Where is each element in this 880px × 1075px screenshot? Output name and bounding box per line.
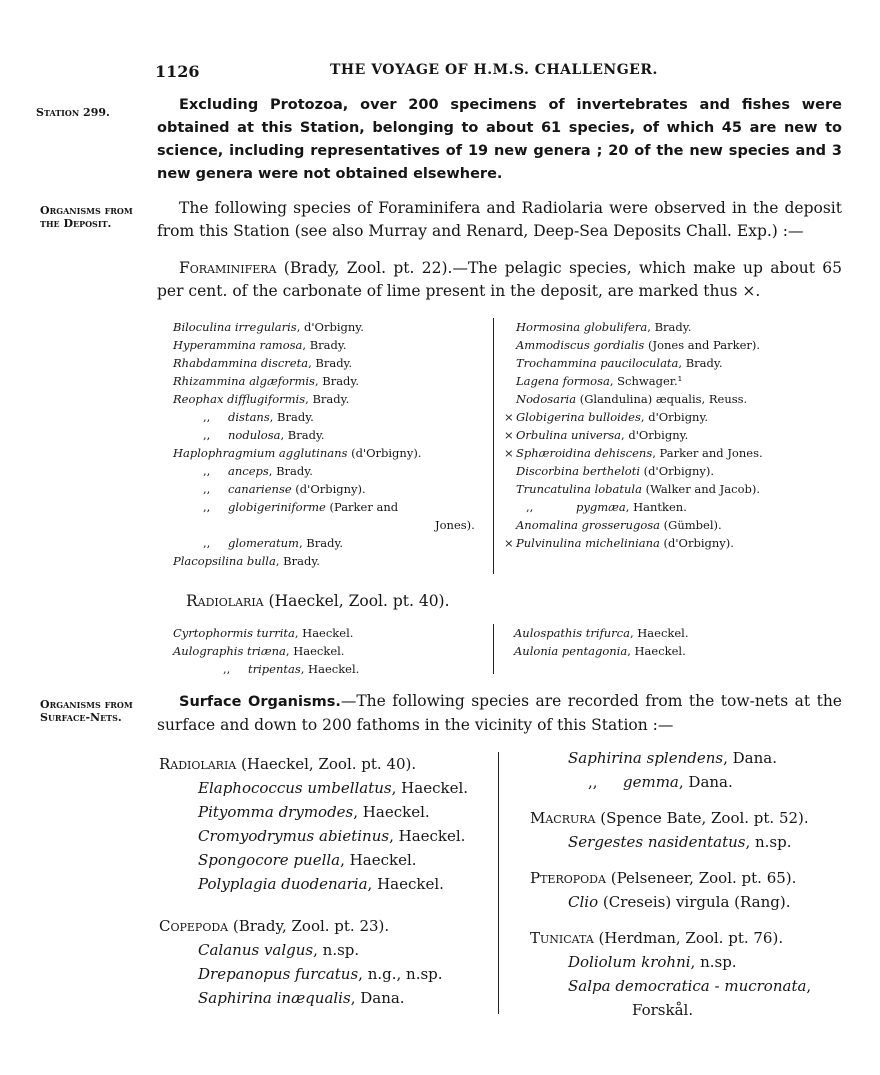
species-authority: (Parker and — [325, 500, 399, 514]
pelagic-mark: × — [504, 428, 514, 442]
species-entry — [568, 830, 850, 854]
macrura-ref: (Spence Bate, Zool. pt. 52). — [595, 809, 809, 827]
species-name: Sphæroidina dehiscens — [516, 446, 653, 460]
species-name: Doliolum krohni — [568, 953, 691, 971]
species-authority: , Haeckel. — [300, 662, 360, 676]
species-entry — [504, 372, 844, 390]
surface-lead: Surface Organisms. — [179, 694, 341, 710]
species-name: nodulosa — [228, 428, 281, 442]
ditto-mark: ,, — [203, 482, 211, 496]
species-entry — [504, 426, 844, 444]
species-entry — [514, 642, 834, 660]
copepoda-ref: (Brady, Zool. pt. 23). — [228, 917, 390, 935]
ditto-mark: ,, — [203, 500, 211, 514]
foraminifera-list-left — [173, 318, 483, 570]
radiolaria-deposit-list-right — [514, 624, 834, 660]
pelagic-mark: × — [504, 410, 514, 424]
species-entry — [173, 480, 483, 498]
species-entry — [504, 390, 844, 408]
surface-radiolaria-ref: (Haeckel, Zool. pt. 40). — [236, 755, 417, 773]
species-name: Cyrtophormis turrita — [173, 626, 295, 640]
radiolaria-deposit-ref: (Haeckel, Zool. pt. 40). — [263, 592, 450, 610]
species-name: Lagena formosa — [516, 374, 610, 388]
species-entry — [504, 444, 844, 462]
ditto-mark: ,, — [203, 428, 211, 442]
species-authority: , n.g., n.sp. — [358, 965, 443, 983]
copepoda-heading: Copepoda — [159, 917, 229, 935]
station-label: Station 299. — [36, 106, 110, 119]
species-name: Spongocore puella — [198, 851, 341, 869]
species-authority: (Creseis) virgula (Rang). — [598, 893, 791, 911]
species-authority: Forskål. — [632, 1001, 694, 1019]
species-name: Clio — [568, 893, 599, 911]
surface-right-column — [530, 746, 850, 1022]
species-entry — [198, 824, 489, 848]
running-title: THE VOYAGE OF H.M.S. CHALLENGER. — [330, 62, 658, 78]
ditto-mark: ,, — [203, 410, 211, 424]
species-name: canariense — [228, 482, 292, 496]
species-authority: , Brady. — [305, 392, 350, 406]
species-name: Nodosaria — [516, 392, 577, 406]
species-entry — [504, 516, 844, 534]
species-name: Hormosina globulifera — [516, 320, 648, 334]
species-entry — [568, 890, 850, 914]
species-name: Drepanopus furcatus — [198, 965, 359, 983]
species-authority: Jones). — [435, 518, 475, 532]
foraminifera-list-right — [504, 318, 844, 552]
species-entry — [173, 498, 483, 516]
species-authority: , n.sp. — [690, 953, 737, 971]
surface-label-line1: Organisms from — [40, 698, 133, 711]
species-entry — [568, 974, 850, 998]
species-authority: , Haeckel. — [389, 827, 466, 845]
species-entry — [504, 498, 844, 516]
species-authority: , Dana. — [350, 989, 405, 1007]
species-entry — [568, 770, 850, 794]
species-name: Orbulina universa — [516, 428, 622, 442]
species-name: tripentas — [248, 662, 301, 676]
species-name: Rhabdammina discreta — [173, 356, 309, 370]
species-entry — [504, 354, 844, 372]
species-authority: (d'Orbigny). — [347, 446, 422, 460]
species-name: Saphirina inæqualis — [198, 989, 351, 1007]
surface-text: —The following species are recorded from the tow-nets at the surface and down to 200 fathoms in the vicinity of this Station :— — [157, 692, 842, 734]
species-authority: , Haeckel. — [629, 626, 689, 640]
tunicata-ref: (Herdman, Zool. pt. 76). — [593, 929, 784, 947]
species-name: Elaphococcus umbellatus — [198, 779, 392, 797]
tunicata-heading-line — [530, 926, 850, 950]
species-entry — [568, 746, 850, 770]
column-divider — [498, 752, 499, 1014]
species-entry — [504, 336, 844, 354]
species-name: Pityomma drymodes — [198, 803, 354, 821]
species-name: Rhizammina algæformis — [173, 374, 315, 388]
species-entry — [173, 660, 483, 678]
species-entry — [198, 986, 489, 1010]
species-authority: , Brady. — [314, 374, 360, 388]
species-authority: , Brady. — [269, 410, 314, 424]
species-authority: , Dana. — [678, 773, 733, 791]
species-name: Anomalina grosserugosa — [516, 518, 661, 532]
surface-left-column — [159, 752, 489, 1010]
page-number: 1126 — [155, 62, 200, 81]
macrura-list — [530, 830, 850, 854]
radiolaria-deposit-heading-line — [186, 592, 450, 610]
species-name: Cromyodrymus abietinus — [198, 827, 390, 845]
surface-paragraph — [157, 690, 842, 737]
species-authority: , Haeckel. — [367, 875, 444, 893]
copepoda-list — [159, 938, 489, 1010]
species-name: Aulonia pentagonia — [514, 644, 628, 658]
column-divider — [493, 624, 494, 674]
ditto-mark: ,, — [526, 500, 534, 514]
tunicata-heading: Tunicata — [530, 929, 594, 947]
species-authority: (Walker and Jacob). — [641, 482, 761, 496]
pelagic-mark: × — [504, 536, 514, 550]
surface-radiolaria-heading-line — [159, 752, 489, 776]
species-entry — [173, 372, 483, 390]
species-entry — [173, 624, 483, 642]
species-name: Reophax difflugiformis — [173, 392, 306, 406]
surface-radiolaria-list — [159, 776, 489, 896]
species-name: Polyplagia duodenaria — [198, 875, 368, 893]
species-entry — [198, 848, 489, 872]
species-name: Placopsilina bulla — [173, 554, 276, 568]
species-name: Aulospathis trifurca — [514, 626, 630, 640]
species-entry — [173, 552, 483, 570]
tunicata-list — [530, 950, 850, 1022]
pteropoda-heading: Pteropoda — [530, 869, 606, 887]
species-authority: , Brady. — [647, 320, 692, 334]
copepoda-heading-line — [159, 914, 489, 938]
macrura-heading-line — [530, 806, 850, 830]
foraminifera-heading: Foraminifera — [179, 259, 277, 277]
species-authority: , Brady. — [678, 356, 723, 370]
deposit-label-line2: the Deposit. — [40, 217, 112, 230]
species-authority: , d'Orbigny. — [621, 428, 689, 442]
species-authority: , Haeckel. — [627, 644, 686, 658]
species-name: Biloculina irregularis — [173, 320, 297, 334]
species-entry — [504, 318, 844, 336]
species-entry — [173, 426, 483, 444]
species-entry — [173, 354, 483, 372]
radiolaria-deposit-heading: Radiolaria — [186, 592, 264, 610]
species-entry — [568, 998, 850, 1022]
species-entry — [198, 776, 489, 800]
pteropoda-heading-line — [530, 866, 850, 890]
species-authority: , — [806, 977, 812, 995]
species-name: Globigerina bulloides — [516, 410, 641, 424]
species-authority: , Brady. — [280, 428, 325, 442]
margin-note-station — [36, 106, 110, 119]
ditto-mark: ,, — [203, 464, 211, 478]
species-authority: , d'Orbigny. — [296, 320, 364, 334]
intro-paragraph: Excluding Protozoa, over 200 specimens of invertebrates and fishes were obtained at this Station, belonging to about 61 species, of which 45 are new to science, including representatives of 19 new genera ; 20 of the new species and 3 new genera were not obtained elsewhere. — [157, 97, 842, 182]
species-entry — [173, 318, 483, 336]
species-authority: , Brady. — [268, 464, 313, 478]
surface-radiolaria-heading: Radiolaria — [159, 755, 237, 773]
species-entry — [568, 950, 850, 974]
surface-label-line2: Surface-Nets. — [40, 711, 122, 724]
species-entry — [504, 462, 844, 480]
species-entry — [173, 444, 483, 462]
species-entry — [504, 408, 844, 426]
foraminifera-paragraph — [157, 257, 842, 303]
species-authority: , Parker and Jones. — [652, 446, 763, 460]
deposit-label-line1: Organisms from — [40, 204, 133, 217]
species-name: Salpa democratica - mucronata — [568, 977, 807, 995]
species-authority: (Gümbel). — [660, 518, 722, 532]
species-name: glomeratum — [228, 536, 299, 550]
species-name: Trochammina pauciloculata — [516, 356, 679, 370]
saphirina-list — [530, 746, 850, 794]
species-name: Calanus valgus — [198, 941, 314, 959]
species-authority: , Schwager.¹ — [609, 374, 683, 388]
ditto-mark: ,, — [203, 536, 211, 550]
species-entry — [173, 390, 483, 408]
species-authority: , Dana. — [723, 749, 777, 767]
species-name: distans — [228, 410, 270, 424]
column-divider — [493, 318, 494, 574]
margin-note-surface — [40, 698, 133, 724]
species-authority: , Haeckel. — [294, 626, 354, 640]
species-authority: , Brady. — [275, 554, 320, 568]
species-authority: , Hantken. — [625, 500, 687, 514]
macrura-heading: Macrura — [530, 809, 596, 827]
species-authority: , Brady. — [302, 338, 347, 352]
species-entry — [198, 872, 489, 896]
species-entry — [173, 642, 483, 660]
species-entry — [173, 462, 483, 480]
species-name: Hyperammina ramosa — [173, 338, 303, 352]
species-entry — [198, 800, 489, 824]
deposit-paragraph: The following species of Foraminifera and Radiolaria were observed in the deposit from this Station (see also Murray and Renard, Deep-Sea Deposits Chall. Exp.) :— — [157, 199, 842, 240]
species-authority: (Glandulina) æqualis, Reuss. — [576, 392, 748, 406]
species-name: anceps — [228, 464, 269, 478]
pelagic-mark: × — [504, 446, 514, 460]
species-authority: , n.sp. — [745, 833, 792, 851]
species-authority: (Jones and Parker). — [644, 338, 761, 352]
species-name: gemma — [623, 773, 679, 791]
species-authority: , Haeckel. — [353, 803, 430, 821]
species-authority: , Brady. — [308, 356, 353, 370]
species-authority: , Haeckel. — [340, 851, 417, 869]
pteropoda-list — [530, 890, 850, 914]
species-name: Ammodiscus gordialis — [516, 338, 645, 352]
species-name: Sergestes nasidentatus — [568, 833, 746, 851]
species-name: globigeriniforme — [228, 500, 326, 514]
species-entry — [198, 962, 489, 986]
ditto-mark: ,, — [588, 773, 598, 791]
species-entry — [173, 516, 483, 534]
ditto-mark: ,, — [223, 662, 231, 676]
species-entry — [504, 480, 844, 498]
foraminifera-ref: (Brady, Zool. pt. 22).—The pelagic species, which make up about 65 per cent. of the carbonate of lime present in the deposit, are marked thus ×. — [157, 259, 842, 300]
species-authority: , d'Orbigny. — [640, 410, 709, 424]
species-name: Haplophragmium agglutinans — [173, 446, 348, 460]
species-authority: (d'Orbigny). — [291, 482, 366, 496]
species-entry — [504, 534, 844, 552]
species-authority: , Brady. — [298, 536, 344, 550]
species-authority: (d'Orbigny). — [659, 536, 734, 550]
species-authority: (d'Orbigny). — [640, 464, 715, 478]
species-entry — [173, 408, 483, 426]
species-authority: , Haeckel. — [391, 779, 469, 797]
species-authority: , n.sp. — [313, 941, 360, 959]
species-entry — [173, 534, 483, 552]
species-name: Saphirina splendens — [568, 749, 724, 767]
species-authority: , Haeckel. — [285, 644, 345, 658]
species-name: Aulographis triæna — [173, 644, 286, 658]
species-name: pygmæa — [576, 500, 626, 514]
species-entry — [173, 336, 483, 354]
radiolaria-deposit-list-left — [173, 624, 483, 678]
pteropoda-ref: (Pelseneer, Zool. pt. 65). — [605, 869, 797, 887]
species-name: Pulvinulina micheliniana — [516, 536, 660, 550]
species-entry — [514, 624, 834, 642]
species-entry — [198, 938, 489, 962]
margin-note-deposit — [40, 204, 133, 230]
species-name: Truncatulina lobatula — [516, 482, 642, 496]
species-name: Discorbina bertheloti — [516, 464, 641, 478]
